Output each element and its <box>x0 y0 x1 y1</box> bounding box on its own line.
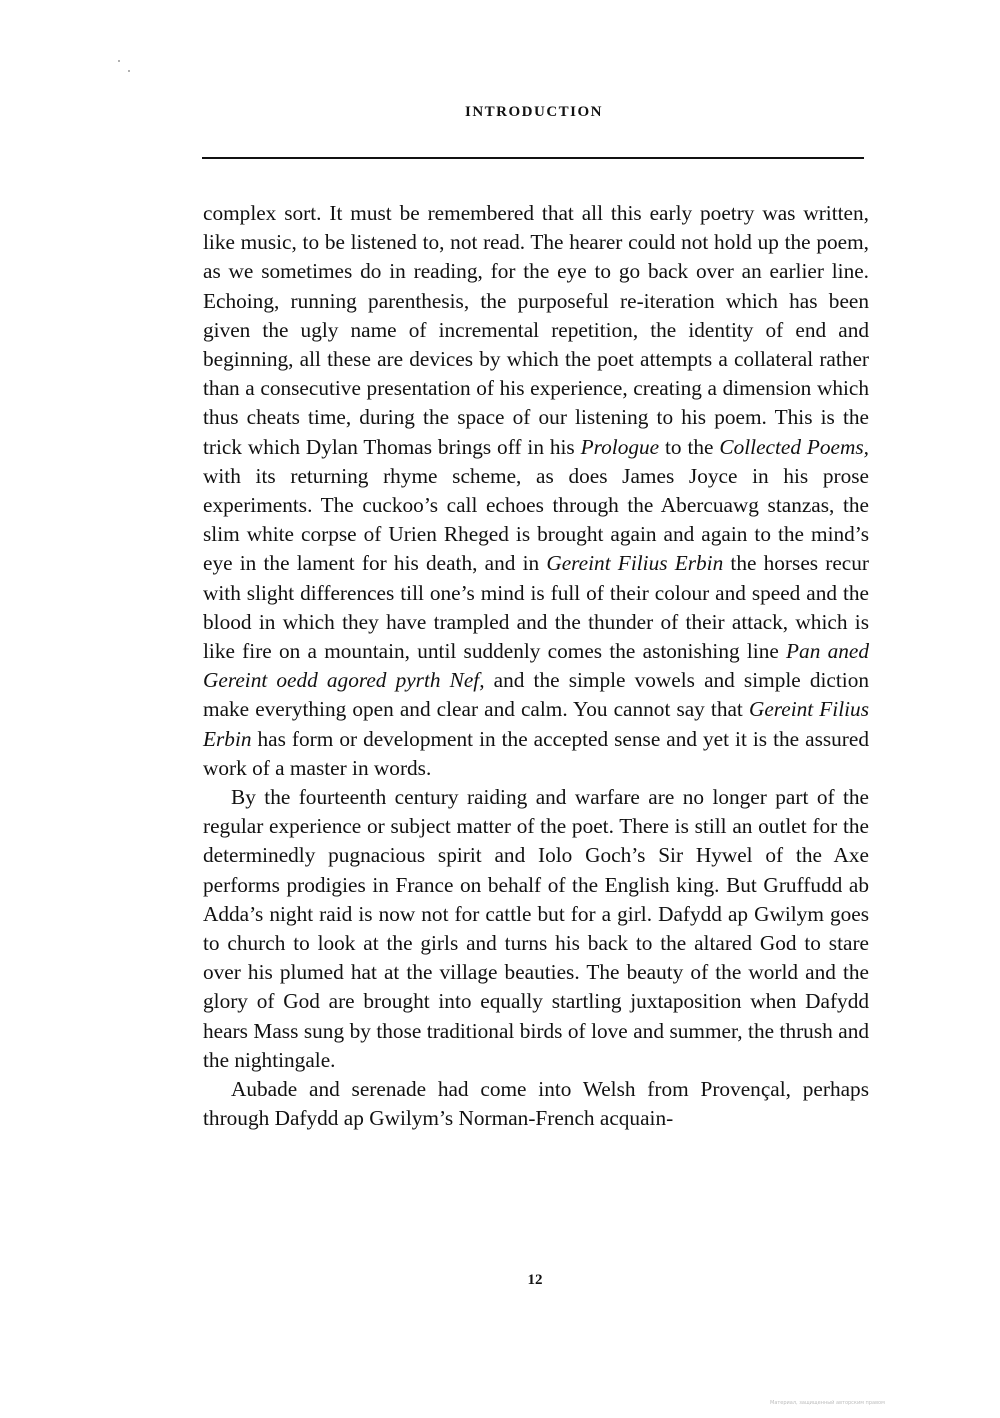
text-run: to the <box>659 434 720 459</box>
text-run: has form or development in the accepted sense and yet it is the assured work of a master in words. <box>203 726 869 780</box>
body-text <box>203 199 869 1134</box>
running-head: INTRODUCTION <box>464 104 603 120</box>
paragraph-1 <box>203 199 869 783</box>
paragraph-3: Aubade and serenade had come into Welsh from Provençal, perhaps through Dafydd ap Gwilym’s Norman-French acquain- <box>203 1077 869 1131</box>
scan-speck <box>128 70 130 72</box>
text-run: the horses recur with slight differences till one’s mind is full of their colour and speed and the blood in which they have trampled and the thunder of their attack, which is like fire on a mountain, until suddenly comes the astonishing line <box>203 551 869 664</box>
text-run: complex sort. It must be remembered that all this early poetry was written, like music, to be listened to, not read. The hearer could not hold up the poem, as we sometimes do in reading, for the eye to go back over an earlier line. Echoing, running parenthesis, the purposeful re-iteration which has been given the ugly name of incremental repetition, the identity of end and beginning, all these are devices by which the poet attempts a collateral rather than a consecutive presentation of his experience, creating a dimension which thus cheats time, during the space of our listening to his poem. This is the trick which Dylan Thomas brings off in his <box>203 201 869 459</box>
page-number: 12 <box>527 1272 543 1288</box>
welsh-quotation: Pan aned Gereint oedd agored pyrth Nef, <box>203 639 869 693</box>
text-run: with its returning rhyme scheme, as does James Joyce in his prose experiments. The cuckoo’s call echoes through the Abercuawg stanzas, the slim white corpse of Urien Rheged is brought again and again to the mind’s eye in the lament for his death, and in <box>203 463 869 576</box>
text-run: and the simple vowels and simple diction make everything open and clear and calm. You cannot say that <box>203 668 869 722</box>
scan-speck <box>118 60 120 62</box>
copyright-watermark: Материал, защищенный авторским правом <box>770 1400 885 1406</box>
work-title: Prologue <box>580 434 660 459</box>
work-title: Collected Poems, <box>719 434 869 459</box>
paragraph-2: By the fourteenth century raiding and warfare are no longer part of the regular experience or subject matter of the poet. There is still an outlet for the determinedly pugnacious spirit and Iolo Goch’s Sir Hywel of the Axe performs prodigies in France on behalf of the English king. But Gruffudd ab Adda’s night raid is now not for cattle but for a girl. Dafydd ap Gwilym goes to church to look at the girls and turns his back to the altared God to stare over his plumed hat at the village beauties. The beauty of the world and the glory of God are brought into equally startling juxtaposition when Dafydd hears Mass sung by those traditional birds of love and summer, the thrush and the nightingale. <box>203 785 869 1072</box>
work-title: Gereint Filius Erbin <box>546 551 724 576</box>
header-rule <box>202 157 864 159</box>
work-title: Gereint Filius Erbin <box>203 697 869 751</box>
